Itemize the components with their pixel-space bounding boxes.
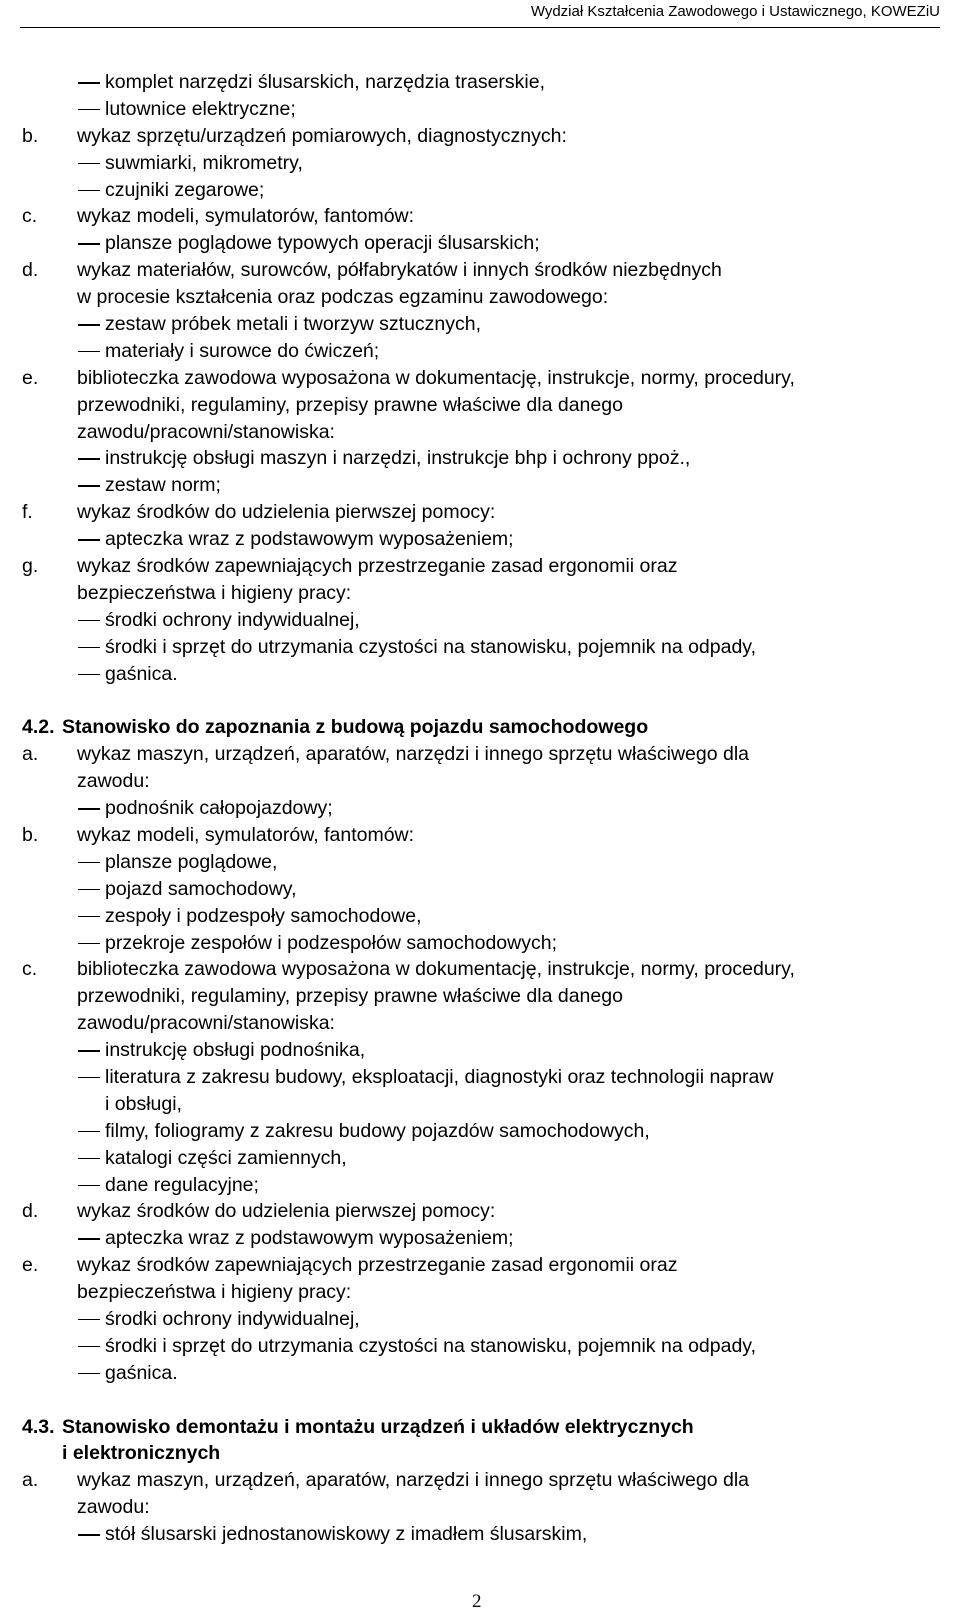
line-text: przewodniki, regulaminy, przepisy prawne właściwe dla danego (77, 393, 623, 416)
dash-bullet-icon (78, 351, 100, 353)
line-text: wykaz środków do udzielenia pierwszej pomocy: (77, 501, 496, 524)
bullet-item (0, 150, 960, 177)
line-text: środki i sprzęt do utrzymania czystości na stanowisku, pojemnik na odpady, (105, 1334, 757, 1357)
lettered-item-continuation (0, 392, 960, 419)
list-marker: g. (22, 555, 39, 578)
bullet-item (0, 1145, 960, 1172)
bullet-item (0, 472, 960, 499)
dash-bullet-icon (78, 1131, 100, 1133)
line-text: zestaw norm; (105, 474, 221, 497)
lettered-item-continuation (0, 1010, 960, 1037)
bullet-item (0, 849, 960, 876)
list-marker: a. (22, 1469, 39, 1492)
section-heading-continuation (0, 1440, 960, 1467)
list-marker: a. (22, 743, 39, 766)
list-marker: 4.2. (22, 716, 55, 739)
line-text: apteczka wraz z podstawowym wyposażeniem; (105, 1227, 514, 1250)
list-marker: c. (22, 958, 38, 981)
bullet-item (0, 634, 960, 661)
dash-bullet-icon (78, 862, 100, 864)
dash-bullet-icon (78, 1534, 100, 1536)
bullet-item (0, 1172, 960, 1199)
bullet-item-continuation (0, 1091, 960, 1118)
line-text: Stanowisko demontażu i montażu urządzeń i układów elektrycznych (62, 1415, 694, 1438)
lettered-item (0, 1252, 960, 1279)
lettered-item (0, 822, 960, 849)
bullet-item (0, 1064, 960, 1091)
lettered-item (0, 123, 960, 150)
line-text: wykaz materiałów, surowców, półfabrykatów i innych środków niezbędnych (77, 259, 722, 282)
dash-bullet-icon (78, 163, 100, 165)
dash-bullet-icon (78, 1346, 100, 1348)
dash-bullet-icon (78, 1077, 100, 1079)
list-marker: e. (22, 366, 39, 389)
section-heading (0, 1414, 960, 1441)
line-text: wykaz modeli, symulatorów, fantomów: (77, 823, 415, 846)
line-text: wykaz środków zapewniających przestrzeganie zasad ergonomii oraz (77, 1254, 678, 1277)
dash-bullet-icon (78, 916, 100, 918)
dash-bullet-icon (78, 808, 100, 810)
line-text: wykaz środków do udzielenia pierwszej pomocy: (77, 1200, 496, 1223)
line-text: Stanowisko do zapoznania z budową pojazdu samochodowego (62, 716, 649, 739)
bullet-item (0, 1306, 960, 1333)
section-heading (0, 714, 960, 741)
line-text: materiały i surowce do ćwiczeń; (105, 339, 380, 362)
dash-bullet-icon (78, 1238, 100, 1240)
line-text: wykaz maszyn, urządzeń, aparatów, narzędzi i innego sprzętu właściwego dla (77, 1469, 750, 1492)
line-text: biblioteczka zawodowa wyposażona w dokumentację, instrukcje, normy, procedury, (77, 958, 795, 981)
line-text: wykaz modeli, symulatorów, fantomów: (77, 205, 415, 228)
line-text: zawodu/pracowni/stanowiska: (77, 1012, 335, 1035)
lettered-item (0, 499, 960, 526)
bullet-item (0, 930, 960, 957)
line-text: lutownice elektryczne; (105, 97, 296, 120)
line-text: środki ochrony indywidualnej, (105, 608, 360, 631)
spacer (0, 1387, 960, 1414)
lettered-item-continuation (0, 983, 960, 1010)
line-text: przewodniki, regulaminy, przepisy prawne właściwe dla danego (77, 985, 623, 1008)
bullet-item (0, 903, 960, 930)
dash-bullet-icon (78, 943, 100, 945)
line-text: katalogi części zamiennych, (105, 1146, 347, 1169)
bullet-item (0, 1360, 960, 1387)
line-text: komplet narzędzi ślusarskich, narzędzia traserskie, (105, 71, 546, 93)
dash-bullet-icon (78, 109, 100, 111)
line-text: apteczka wraz z podstawowym wyposażeniem; (105, 528, 514, 551)
list-marker: d. (22, 1200, 39, 1223)
line-text: plansze poglądowe typowych operacji ślusarskich; (105, 232, 540, 255)
line-text: wykaz maszyn, urządzeń, aparatów, narzędzi i innego sprzętu właściwego dla (77, 743, 750, 766)
line-text: plansze poglądowe, (105, 850, 278, 873)
dash-bullet-icon (78, 1158, 100, 1160)
line-text: zawodu: (77, 770, 150, 793)
line-text: środki i sprzęt do utrzymania czystości na stanowisku, pojemnik na odpady, (105, 635, 757, 658)
line-text: gaśnica. (105, 662, 178, 685)
bullet-item (0, 795, 960, 822)
line-text: zespoły i podzespoły samochodowe, (105, 904, 422, 927)
lettered-item (0, 365, 960, 392)
dash-bullet-icon (78, 620, 100, 622)
line-text: podnośnik całopojazdowy; (105, 797, 333, 820)
dash-bullet-icon (78, 190, 100, 192)
dash-bullet-icon (78, 1373, 100, 1375)
bullet-item (0, 230, 960, 257)
line-text: wykaz sprzętu/urządzeń pomiarowych, diagnostycznych: (77, 124, 567, 147)
bullet-item (0, 1333, 960, 1360)
line-text: filmy, foliogramy z zakresu budowy pojazdów samochodowych, (105, 1119, 650, 1142)
list-marker: e. (22, 1254, 39, 1277)
dash-bullet-icon (78, 458, 100, 460)
bullet-item (0, 1521, 960, 1548)
dash-bullet-icon (78, 647, 100, 649)
list-marker: b. (22, 823, 39, 846)
bullet-item (0, 607, 960, 634)
line-text: zawodu/pracowni/stanowiska: (77, 420, 335, 443)
line-text: czujniki zegarowe; (105, 178, 265, 201)
line-text: wykaz środków zapewniających przestrzeganie zasad ergonomii oraz (77, 555, 678, 578)
lettered-item (0, 257, 960, 284)
bullet-item (0, 1118, 960, 1145)
lettered-item-continuation (0, 768, 960, 795)
list-marker: 4.3. (22, 1415, 55, 1438)
list-marker: b. (22, 124, 39, 147)
bullet-item (0, 876, 960, 903)
bullet-item (0, 311, 960, 338)
lettered-item-continuation (0, 419, 960, 446)
lettered-item (0, 741, 960, 768)
document-body (0, 69, 960, 1548)
line-text: instrukcję obsługi podnośnika, (105, 1039, 366, 1062)
spacer (0, 687, 960, 714)
bullet-item (0, 1037, 960, 1064)
bullet-item (0, 1225, 960, 1252)
line-text: i elektronicznych (62, 1442, 221, 1465)
bullet-item (0, 445, 960, 472)
lettered-item (0, 203, 960, 230)
dash-bullet-icon (78, 1185, 100, 1187)
list-marker: f. (22, 501, 33, 524)
bullet-item (0, 661, 960, 688)
line-text: suwmiarki, mikrometry, (105, 151, 303, 174)
dash-bullet-icon (78, 324, 100, 326)
lettered-item (0, 1198, 960, 1225)
line-text: przekroje zespołów i podzespołów samochodowych; (105, 931, 557, 954)
line-text: bezpieczeństwa i higieny pracy: (77, 1281, 352, 1304)
bullet-item (0, 69, 960, 96)
list-marker: d. (22, 259, 39, 282)
line-text: bezpieczeństwa i higieny pracy: (77, 581, 352, 604)
running-header: Wydział Kształcenia Zawodowego i Ustawicznego, KOWEZiU (530, 3, 940, 20)
dash-bullet-icon (78, 485, 100, 487)
line-text: zestaw próbek metali i tworzyw sztucznych, (105, 313, 482, 336)
lettered-item-continuation (0, 1279, 960, 1306)
lettered-item (0, 956, 960, 983)
lettered-item-continuation (0, 580, 960, 607)
line-text: biblioteczka zawodowa wyposażona w dokumentację, instrukcje, normy, procedury, (77, 366, 795, 389)
line-text: dane regulacyjne; (105, 1173, 259, 1196)
dash-bullet-icon (78, 243, 100, 245)
bullet-item (0, 96, 960, 123)
header-rule (20, 27, 940, 28)
line-text: i obsługi, (105, 1092, 182, 1115)
list-marker: c. (22, 205, 38, 228)
lettered-item (0, 1467, 960, 1494)
bullet-item (0, 526, 960, 553)
dash-bullet-icon (78, 1050, 100, 1052)
line-text: w procesie kształcenia oraz podczas egzaminu zawodowego: (77, 286, 609, 309)
dash-bullet-icon (78, 674, 100, 676)
dash-bullet-icon (78, 539, 100, 541)
lettered-item-continuation (0, 1494, 960, 1521)
page-number: 2 (472, 1591, 482, 1612)
dash-bullet-icon (78, 82, 100, 84)
line-text: pojazd samochodowy, (105, 877, 297, 900)
dash-bullet-icon (78, 889, 100, 891)
line-text: gaśnica. (105, 1361, 178, 1384)
line-text: instrukcję obsługi maszyn i narzędzi, instrukcje bhp i ochrony ppoż., (105, 447, 691, 470)
lettered-item (0, 553, 960, 580)
lettered-item-continuation (0, 284, 960, 311)
dash-bullet-icon (78, 1319, 100, 1321)
line-text: literatura z zakresu budowy, eksploatacji, diagnostyki oraz technologii napraw (105, 1065, 774, 1088)
line-text: zawodu: (77, 1496, 150, 1519)
line-text: stół ślusarski jednostanowiskowy z imadłem ślusarskim, (105, 1523, 588, 1546)
bullet-item (0, 177, 960, 204)
line-text: środki ochrony indywidualnej, (105, 1307, 360, 1330)
bullet-item (0, 338, 960, 365)
